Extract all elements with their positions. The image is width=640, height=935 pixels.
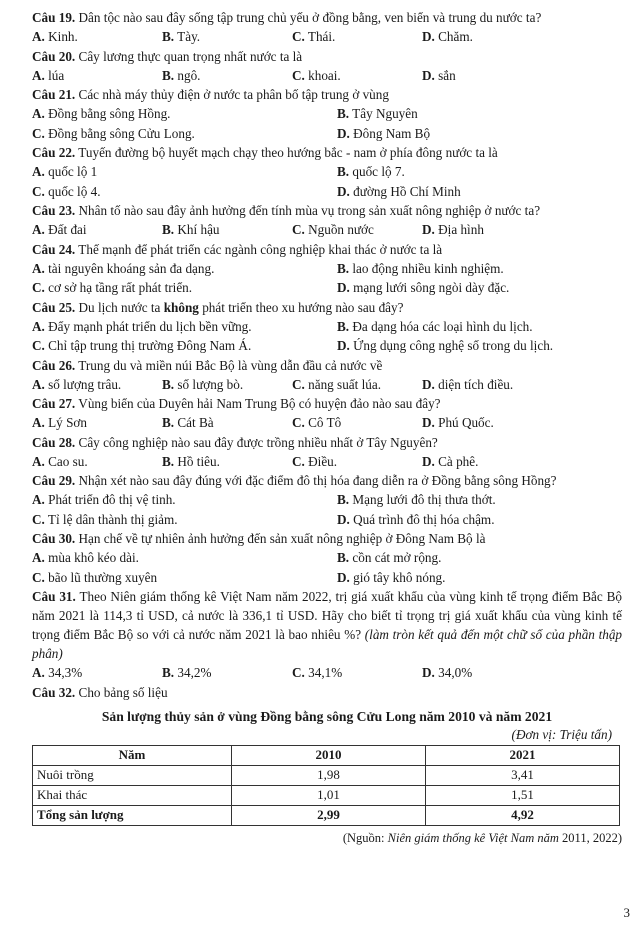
option-letter: C. (292, 376, 305, 392)
answer-option (337, 568, 622, 588)
answer-option (292, 663, 422, 683)
question-note: (làm tròn kết quả đến một chữ số của phần thập phân) (32, 627, 623, 661)
option-text: 34,1% (308, 665, 343, 680)
option-text: Đẩy mạnh phát triển du lịch bền vững. (48, 318, 252, 334)
option-letter: A. (32, 222, 45, 237)
option-letter: D. (422, 222, 435, 237)
option-text: lúa (48, 67, 65, 83)
option-letter: B. (162, 665, 175, 680)
question-text: Thế mạnh để phát triển các ngành công nghiệp khai thác ở nước ta là (78, 241, 443, 257)
question-number: Câu 25. (32, 299, 76, 315)
answer-option (337, 548, 622, 568)
option-text: Phú Quốc. (438, 415, 494, 430)
options-row (32, 375, 622, 395)
table-cell: 1,01 (232, 785, 426, 805)
answer-option (292, 413, 422, 433)
table-header: Năm (33, 745, 232, 765)
table-row (33, 785, 620, 805)
option-letter: D. (422, 67, 435, 83)
option-text: Địa hình (438, 222, 484, 237)
table-cell: 4,92 (426, 805, 620, 825)
option-letter: B. (162, 376, 175, 392)
question-32 (32, 683, 622, 846)
option-text: Quá trình đô thị hóa chậm. (353, 511, 495, 527)
option-letter: A. (32, 67, 45, 83)
option-letter: C. (292, 67, 305, 83)
answer-option (162, 220, 292, 240)
answer-option (162, 66, 292, 86)
answer-option (337, 336, 622, 356)
question-emphasis: không (163, 299, 199, 315)
option-letter: C. (32, 125, 45, 141)
option-letter: C. (292, 453, 305, 469)
table-cell: 3,41 (426, 765, 620, 785)
table-title: Sản lượng thủy sản ở vùng Đồng bằng sông Cửu Long năm 2010 và năm 2021 (101, 708, 553, 724)
question-number: Câu 32. (32, 684, 76, 700)
option-letter: D. (422, 415, 435, 430)
question (32, 47, 622, 86)
answer-option (337, 259, 622, 279)
options-row (32, 548, 622, 568)
option-text: Chăm. (438, 29, 473, 44)
option-text: tài nguyên khoáng sản đa dạng. (48, 260, 215, 276)
option-letter: C. (32, 183, 45, 199)
table-row (33, 805, 620, 825)
question-number: Câu 27. (32, 396, 76, 411)
option-letter: A. (32, 260, 45, 276)
option-letter: A. (32, 106, 45, 121)
options-row (32, 568, 622, 588)
question-number: Câu 26. (32, 357, 76, 373)
option-letter: B. (162, 453, 175, 469)
option-letter: A. (32, 550, 45, 565)
option-letter: C. (292, 222, 305, 237)
answer-option (422, 375, 622, 395)
option-letter: D. (337, 125, 350, 141)
source-years: 2011, 2022) (558, 830, 622, 845)
option-text: Đồng bằng sông Cửu Long. (48, 125, 195, 141)
question-stem (32, 240, 622, 259)
question-stem (32, 47, 622, 66)
option-letter: D. (422, 665, 435, 680)
question (32, 529, 622, 587)
option-letter: B. (337, 260, 350, 276)
table-cell: Nuôi trồng (33, 765, 232, 785)
option-letter: A. (32, 164, 45, 179)
option-letter: B. (337, 492, 350, 507)
option-text: Kinh. (48, 29, 78, 44)
options-row (32, 663, 622, 683)
options-row (32, 66, 622, 86)
option-text: Cà phê. (438, 453, 479, 469)
source-prefix: (Nguồn: (342, 830, 388, 845)
answer-option (422, 413, 622, 433)
option-letter: B. (337, 550, 350, 565)
question-text: Cho bảng số liệu (78, 684, 168, 700)
option-text: Cô Tô (308, 415, 342, 430)
option-text: mùa khô kéo dài. (48, 550, 139, 565)
question-stem (32, 298, 622, 317)
question-text: Theo Niên giám thống kê Việt Nam năm 2022, trị giá xuất khẩu của vùng kinh tế trọng điểm Bắc Bộ năm 2021 là 114,3 tỉ USD, cả nước là 336,1 tỉ USD. Hãy cho biết tỉ trọng trị giá xuất khẩu của vùng kinh tế trọng điểm Bắc Bộ so với cả nước năm 2021 là bao nhiêu %? (32, 589, 622, 642)
option-letter: C. (32, 569, 45, 585)
option-letter: D. (337, 569, 350, 585)
option-letter: D. (337, 338, 350, 353)
page-number: 3 (623, 905, 630, 920)
question-number: Câu 28. (32, 434, 76, 450)
option-text: quốc lộ 4. (48, 183, 101, 199)
table-cell: 2,99 (232, 805, 426, 825)
answer-option (162, 27, 292, 47)
answer-option (337, 490, 622, 510)
answer-option (162, 452, 292, 472)
option-letter: B. (162, 29, 175, 44)
option-letter: C. (292, 29, 305, 44)
options-row (32, 317, 622, 337)
answer-option (32, 568, 337, 588)
option-letter: A. (32, 415, 45, 430)
answer-option (162, 375, 292, 395)
question-text: Cây công nghiệp nào sau đây được trồng nhiều nhất ở Tây Nguyên? (78, 434, 438, 450)
answer-option (32, 663, 162, 683)
option-text: mạng lưới sông ngòi dày đặc. (353, 280, 510, 295)
answer-option (292, 66, 422, 86)
question-text: Nhận xét nào sau đây đúng với đặc điểm đô thị hóa đang diễn ra ở Đồng bằng sông Hồng? (78, 473, 557, 488)
question-text: Tuyến đường bộ huyết mạch chạy theo hướng bắc - nam ở phía đông nước ta là (78, 145, 498, 160)
option-text: Đất đai (48, 222, 87, 237)
option-letter: C. (292, 415, 305, 430)
option-text: Nguồn nước (308, 222, 374, 237)
answer-option (292, 220, 422, 240)
question-number: Câu 24. (32, 241, 76, 257)
option-letter: D. (422, 453, 435, 469)
option-text: Đồng bằng sông Hồng. (48, 106, 171, 121)
answer-option (162, 413, 292, 433)
answer-option (32, 162, 337, 182)
option-text: Tỉ lệ dân thành thị giảm. (47, 511, 178, 527)
options-row (32, 336, 622, 356)
answer-option (32, 413, 162, 433)
option-text: năng suất lúa. (308, 376, 382, 392)
question-text: Các nhà máy thủy điện ở nước ta phân bố tập trung ở vùng (78, 87, 389, 102)
option-letter: A. (32, 376, 45, 392)
question-number: Câu 20. (32, 48, 76, 64)
option-text: Phát triển đô thị vệ tinh. (48, 492, 176, 507)
answer-option (337, 317, 622, 337)
answer-option (32, 66, 162, 86)
table-header: 2010 (232, 745, 426, 765)
question (32, 85, 622, 143)
answer-option (422, 452, 622, 472)
answer-option (337, 124, 622, 144)
options-row (32, 413, 622, 433)
option-text: bão lũ thường xuyên (48, 569, 158, 585)
option-text: Hồ tiêu. (177, 453, 220, 469)
question-number: Câu 30. (32, 531, 76, 546)
option-text: Đông Nam Bộ (353, 125, 431, 141)
data-table (32, 745, 620, 826)
question-31 (32, 587, 622, 683)
question-stem (32, 85, 622, 104)
option-letter: B. (337, 164, 350, 179)
option-letter: D. (337, 183, 350, 199)
option-text: Mạng lưới đô thị thưa thớt. (352, 492, 496, 507)
option-letter: D. (337, 280, 350, 295)
answer-option (32, 124, 337, 144)
question-number: Câu 21. (32, 87, 76, 102)
answer-option (32, 182, 337, 202)
options-row (32, 452, 622, 472)
table-row (33, 765, 620, 785)
option-text: 34,3% (48, 665, 83, 680)
option-letter: B. (162, 67, 175, 83)
option-text: gió tây khô nóng. (353, 569, 446, 585)
option-letter: A. (32, 29, 45, 44)
answer-option (32, 27, 162, 47)
answer-option (337, 162, 622, 182)
question (32, 143, 622, 201)
question-number: Câu 31. (32, 589, 76, 604)
table-header-row (33, 745, 620, 765)
option-text: 34,2% (177, 665, 212, 680)
option-text: 34,0% (438, 665, 473, 680)
question (32, 433, 622, 472)
question (32, 201, 622, 240)
question-stem (32, 356, 622, 375)
option-text: quốc lộ 1 (48, 164, 98, 179)
table-header: 2021 (426, 745, 620, 765)
options-row (32, 27, 622, 47)
answer-option (32, 336, 337, 356)
option-letter: B. (337, 318, 350, 334)
question (32, 240, 622, 298)
options-row (32, 259, 622, 279)
options-row (32, 220, 622, 240)
option-text: ngô. (177, 67, 201, 83)
option-letter: B. (337, 106, 350, 121)
option-letter: B. (162, 415, 175, 430)
option-text: Thái. (307, 29, 336, 44)
question-stem (32, 683, 622, 702)
question-text: Hạn chế về tự nhiên ảnh hưởng đến sản xuất nông nghiệp ở Đông Nam Bộ là (78, 531, 486, 546)
answer-option (32, 490, 337, 510)
option-text: cơ sở hạ tầng rất phát triển. (48, 280, 193, 295)
answer-option (292, 452, 422, 472)
question-text: Nhân tố nào sau đây ảnh hưởng đến tính mùa vụ trong sản xuất nông nghiệp ở nước ta? (78, 203, 541, 218)
answer-option (32, 259, 337, 279)
table-unit: (Đơn vị: Triệu tấn) (511, 726, 612, 742)
option-text: số lượng trâu. (48, 376, 122, 392)
option-letter: C. (32, 338, 45, 353)
answer-option (337, 104, 622, 124)
option-letter: A. (32, 453, 45, 469)
question-text: Vùng biển của Duyên hải Nam Trung Bộ có huyện đảo nào sau đây? (78, 396, 441, 411)
table-cell: 1,98 (232, 765, 426, 785)
option-text: Tày. (177, 29, 201, 44)
answer-option (32, 317, 337, 337)
question-stem (32, 394, 622, 413)
option-text: Đa dạng hóa các loại hình du lịch. (352, 318, 533, 334)
question-stem (32, 8, 622, 27)
options-row (32, 278, 622, 298)
option-text: Cao su. (48, 453, 88, 469)
answer-option (422, 27, 622, 47)
option-letter: A. (32, 318, 45, 334)
question (32, 394, 622, 433)
answer-option (337, 278, 622, 298)
answer-option (337, 182, 622, 202)
table-cell: Khai thác (33, 785, 232, 805)
table-cell: 1,51 (426, 785, 620, 805)
answer-option (32, 104, 337, 124)
question-number: Câu 22. (32, 145, 76, 160)
answer-option (32, 548, 337, 568)
question-text: Trung du và miền núi Bắc Bộ là vùng dẫn đầu cả nước về (78, 357, 383, 373)
option-text: Lý Sơn (48, 415, 87, 430)
options-row (32, 510, 622, 530)
option-text: Ứng dụng công nghệ số trong du lịch. (353, 338, 554, 353)
option-text: số lượng bò. (177, 376, 244, 392)
question (32, 298, 622, 356)
answer-option (162, 663, 292, 683)
option-letter: C. (32, 280, 45, 295)
option-text: lao động nhiều kinh nghiệm. (352, 260, 504, 276)
option-text: Chỉ tập trung thị trường Đông Nam Á. (48, 338, 252, 353)
option-text: sắn (438, 67, 456, 83)
answer-option (32, 510, 337, 530)
option-text: diện tích điều. (438, 376, 514, 392)
options-row (32, 490, 622, 510)
exam-page (32, 8, 622, 846)
answer-option (422, 220, 622, 240)
option-letter: D. (422, 376, 435, 392)
answer-option (32, 375, 162, 395)
answer-option (422, 663, 622, 683)
option-text: đường Hồ Chí Minh (353, 183, 461, 199)
question-stem (32, 471, 622, 490)
option-letter: B. (162, 222, 175, 237)
answer-option (32, 278, 337, 298)
question (32, 356, 622, 395)
option-letter: C. (292, 665, 305, 680)
question-text: Du lịch nước ta (78, 299, 164, 315)
answer-option (292, 375, 422, 395)
option-text: cồn cát mở rộng. (352, 550, 442, 565)
option-letter: A. (32, 492, 45, 507)
option-text: Điều. (308, 453, 338, 469)
answer-option (32, 452, 162, 472)
question-text: Cây lương thực quan trọng nhất nước ta là (78, 48, 303, 64)
question-stem (32, 201, 622, 220)
question-stem (32, 433, 622, 452)
question-number: Câu 23. (32, 203, 76, 218)
question-number: Câu 19. (32, 10, 76, 25)
question (32, 471, 622, 529)
question-number: Câu 29. (32, 473, 76, 488)
option-text: Cát Bà (177, 415, 214, 430)
options-row (32, 104, 622, 124)
question-text: Dân tộc nào sau đây sống tập trung chủ yếu ở đồng bằng, ven biển và trung du nước ta? (78, 10, 542, 25)
answer-option (32, 220, 162, 240)
question-stem (32, 143, 622, 162)
table-source (32, 830, 622, 846)
option-text: khoai. (308, 67, 341, 83)
option-letter: A. (32, 665, 45, 680)
question-stem (32, 587, 622, 663)
option-letter: C. (32, 511, 45, 527)
table-cell: Tổng sản lượng (33, 805, 232, 825)
options-row (32, 182, 622, 202)
question (32, 8, 622, 47)
question-text: phát triển theo xu hướng nào sau đây? (198, 299, 404, 315)
option-text: Tây Nguyên (352, 106, 418, 121)
options-row (32, 124, 622, 144)
answer-option (422, 66, 622, 86)
option-text: Khí hậu (177, 222, 220, 237)
source-title: Niên giám thống kê Việt Nam năm (387, 830, 559, 845)
options-row (32, 162, 622, 182)
option-letter: D. (422, 29, 435, 44)
option-letter: D. (337, 511, 350, 527)
question-stem (32, 529, 622, 548)
answer-option (292, 27, 422, 47)
option-text: quốc lộ 7. (352, 164, 405, 179)
answer-option (337, 510, 622, 530)
